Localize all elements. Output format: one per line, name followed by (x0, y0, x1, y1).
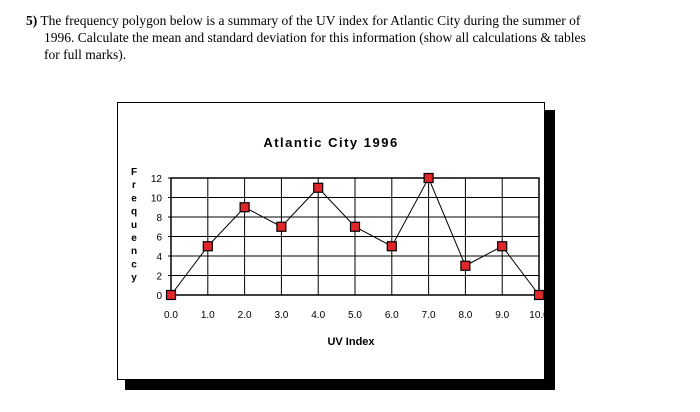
y-axis-label-letter-5: e (131, 233, 137, 244)
y-axis-label-letter-7: c (131, 259, 137, 271)
y-axis-label (131, 167, 137, 284)
y-axis-label-letter-3: q (130, 206, 138, 218)
x-tick-label-0: 0.0 (164, 310, 178, 321)
y-axis-label-letter-4: u (130, 219, 138, 231)
y-axis-label-letter-6: n (130, 246, 138, 258)
x-tick-label-9: 9.0 (495, 310, 510, 321)
x-tick-label-7: 7.0 (421, 310, 436, 321)
data-point-3 (277, 222, 286, 231)
x-tick-label-2: 2.0 (237, 310, 252, 321)
x-tick-label-1: 1.0 (200, 310, 215, 321)
x-axis-label: UV Index (327, 336, 375, 348)
y-tick-label-2: 4 (156, 252, 162, 263)
data-point-10 (535, 291, 544, 300)
y-tick-label-5: 10 (150, 193, 162, 205)
data-point-7 (424, 174, 433, 183)
x-tick-label-5: 5.0 (348, 310, 362, 321)
data-point-0 (167, 291, 176, 300)
y-tick-label-6: 12 (150, 174, 162, 185)
data-point-4 (314, 183, 323, 192)
data-point-5 (351, 222, 360, 231)
y-tick-label-0: 0 (156, 291, 162, 302)
y-axis-label-letter-2: e (131, 193, 137, 205)
x-tick-label-4: 4.0 (311, 310, 326, 321)
chart-frame (117, 102, 549, 380)
question-line-3: for full marks). (44, 47, 127, 62)
y-tick-label-3: 6 (156, 232, 162, 244)
question-number: 5) (26, 13, 38, 28)
question-text (26, 12, 676, 63)
data-point-1 (203, 242, 212, 251)
data-point-6 (387, 242, 396, 251)
question-line-2: 1996. Calculate the mean and standard deviation for this information (show all calculations & tables (44, 30, 586, 45)
y-tick-label-4: 8 (156, 213, 162, 224)
chart-title: Atlantic City 1996 (263, 135, 399, 150)
y-tick-label-1: 2 (156, 271, 162, 283)
frequency-polygon-chart (118, 103, 549, 381)
x-tick-label-6: 6.0 (384, 310, 399, 321)
data-point-8 (461, 261, 470, 270)
x-tick-label-10: 10.0 (529, 310, 549, 321)
question-line-1: The frequency polygon below is a summary of the UV index for Atlantic City during the summer of (40, 13, 581, 28)
data-point-9 (498, 242, 507, 251)
y-axis-label-letter-0: F (130, 167, 138, 178)
x-tick-label-8: 8.0 (458, 310, 473, 321)
y-axis-label-letter-8: y (131, 272, 137, 284)
data-point-2 (240, 203, 249, 212)
y-axis-label-letter-1: r (132, 180, 136, 192)
x-tick-label-3: 3.0 (274, 310, 289, 321)
